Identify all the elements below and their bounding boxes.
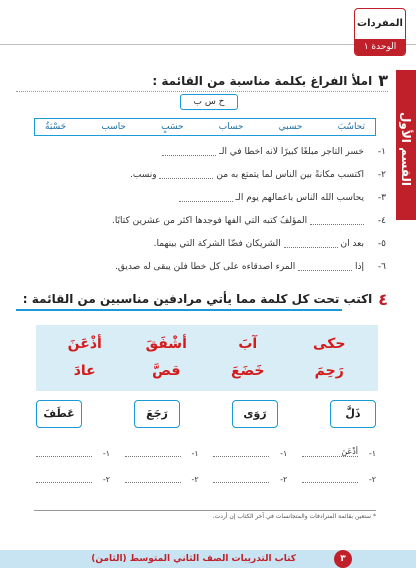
answer-number: ٢-: [191, 474, 199, 484]
blank-field[interactable]: [310, 217, 364, 225]
answer-row-2: [36, 472, 376, 486]
target-word-cards: [36, 400, 376, 430]
target-word-card: رَوَى: [232, 400, 278, 428]
exercise-3-title: املأ الفراغ بكلمة مناسبة من القائمة :: [152, 73, 373, 88]
answer-field[interactable]: [36, 475, 92, 483]
target-word-card: عَطَفَ: [36, 400, 82, 428]
word-bank-item: حساب: [218, 122, 244, 132]
badge-unit: الوحدة ١: [355, 39, 405, 55]
blank-field[interactable]: [179, 194, 233, 202]
grid-word: خَضَعَ: [231, 363, 265, 379]
line-number: ٥-: [377, 239, 386, 249]
fill-line-1: [34, 145, 386, 159]
answer-field[interactable]: [36, 449, 92, 457]
exercise-4-number: ٤: [378, 289, 388, 309]
grid-word: قصَّ: [152, 363, 181, 379]
answer-number: ٢-: [280, 474, 288, 484]
word-bank-item: حاسب: [101, 122, 126, 132]
line-text: المؤلِّفُ كتبه التي ألفها فوجدها أكثر من عشرين كتابًا.: [111, 216, 308, 226]
word-bank-item: حسَبٍ: [161, 122, 184, 132]
answer-number: ٢-: [368, 474, 376, 484]
fill-line-5: [34, 237, 386, 251]
exercise-4-title: اكتب تحت كل كلمة مما يأتي مرادفين مناسبين من القائمة :: [22, 292, 373, 306]
side-tab-section: القسم الأول: [396, 70, 416, 220]
exercise-4-underline: [16, 309, 342, 311]
footnote: * ستعين بقائمة المترادفات والمتجانسات في آخر الكتاب إن أردت.: [212, 513, 376, 520]
grid-word: رَحِمَ: [314, 363, 344, 379]
answer-slot: [213, 472, 287, 486]
exercise-3-heading: [16, 70, 388, 92]
book-title: كتاب التدريبات الصف الثاني المتوسط (الثامن): [91, 554, 296, 564]
answer-row-1: [36, 446, 376, 460]
answer-slot: [302, 446, 376, 460]
word-bank-item: حَسْبَةُ: [45, 122, 67, 132]
target-word-card: رَجَعَ: [134, 400, 180, 428]
answer-field[interactable]: [213, 475, 269, 483]
line-text-end: المرء أصدقاءه على كل خطأ فلن يبقى له صديق.: [114, 262, 296, 272]
unit-badge: [354, 8, 406, 56]
answer-field[interactable]: [302, 475, 358, 483]
grid-word: عادَ: [73, 363, 96, 379]
answer-slot: [213, 446, 287, 460]
line-number: ٣-: [377, 193, 386, 203]
answer-slot: [125, 472, 199, 486]
answer-slot: [125, 446, 199, 460]
badge-title: المفردات: [357, 18, 403, 29]
word-bank-item: تحاسُبَ: [337, 122, 365, 132]
blank-field[interactable]: [159, 171, 213, 179]
fill-line-4: [34, 214, 386, 228]
answer-slot: [36, 472, 110, 486]
answer-field[interactable]: [125, 449, 181, 457]
exercise-4-heading: [16, 288, 388, 310]
line-text: إذا: [354, 262, 364, 272]
grid-word: أذْعَنَ: [67, 336, 102, 352]
answer-field[interactable]: أذْعَنَ: [302, 449, 358, 457]
line-number: ٦-: [377, 262, 386, 272]
line-text: يحاسب الله الناس بأعمالهم يوم الـ: [235, 193, 364, 203]
page-number: ٣: [334, 550, 352, 568]
fill-line-2: [34, 168, 386, 182]
grid-word: أشْفَقَ: [145, 336, 187, 352]
line-text-end: الشريكان فضَّا الشركة التي بينهما.: [153, 239, 281, 249]
line-number: ٢-: [377, 170, 386, 180]
answer-slot: [302, 472, 376, 486]
line-text: اكتسب مكانةً بين الناس لما يتمتع به من: [216, 170, 364, 180]
exercise-3-number: ٣: [378, 71, 388, 90]
fill-line-3: [34, 191, 386, 205]
footer-bar: [0, 550, 416, 568]
grid-word: آبَ: [238, 336, 258, 352]
word-bank-item: حسبي: [278, 122, 303, 132]
fill-line-6: [34, 260, 386, 274]
answer-number: ٢-: [102, 474, 111, 484]
line-text-end: ونسب.: [130, 170, 157, 180]
line-number: ٤-: [377, 216, 386, 226]
answer-number: ١-: [280, 448, 288, 458]
root-letters-box: ح س ب: [180, 94, 238, 110]
footnote-rule: [34, 510, 376, 511]
answer-number: ١-: [102, 448, 111, 458]
answer-number: ١-: [368, 448, 376, 458]
answer-field[interactable]: [213, 449, 269, 457]
word-bank: [34, 118, 376, 136]
answer-slot: [36, 446, 110, 460]
answer-field[interactable]: [125, 475, 181, 483]
exercise-3: [16, 70, 388, 92]
grid-word: حكى: [313, 336, 346, 352]
blank-field[interactable]: [298, 263, 352, 271]
exercise-4: [16, 288, 388, 310]
line-number: ١-: [377, 147, 386, 157]
blank-field[interactable]: [162, 148, 216, 156]
line-text: بعد أن: [340, 239, 364, 249]
synonym-grid: [36, 325, 378, 391]
target-word-card: ذَلَّ: [330, 400, 376, 428]
answer-number: ١-: [191, 448, 199, 458]
blank-field[interactable]: [284, 240, 338, 248]
line-text: خسر التاجر مبلغًا كبيرًا لأنه أخطأ في الـ: [219, 147, 364, 157]
